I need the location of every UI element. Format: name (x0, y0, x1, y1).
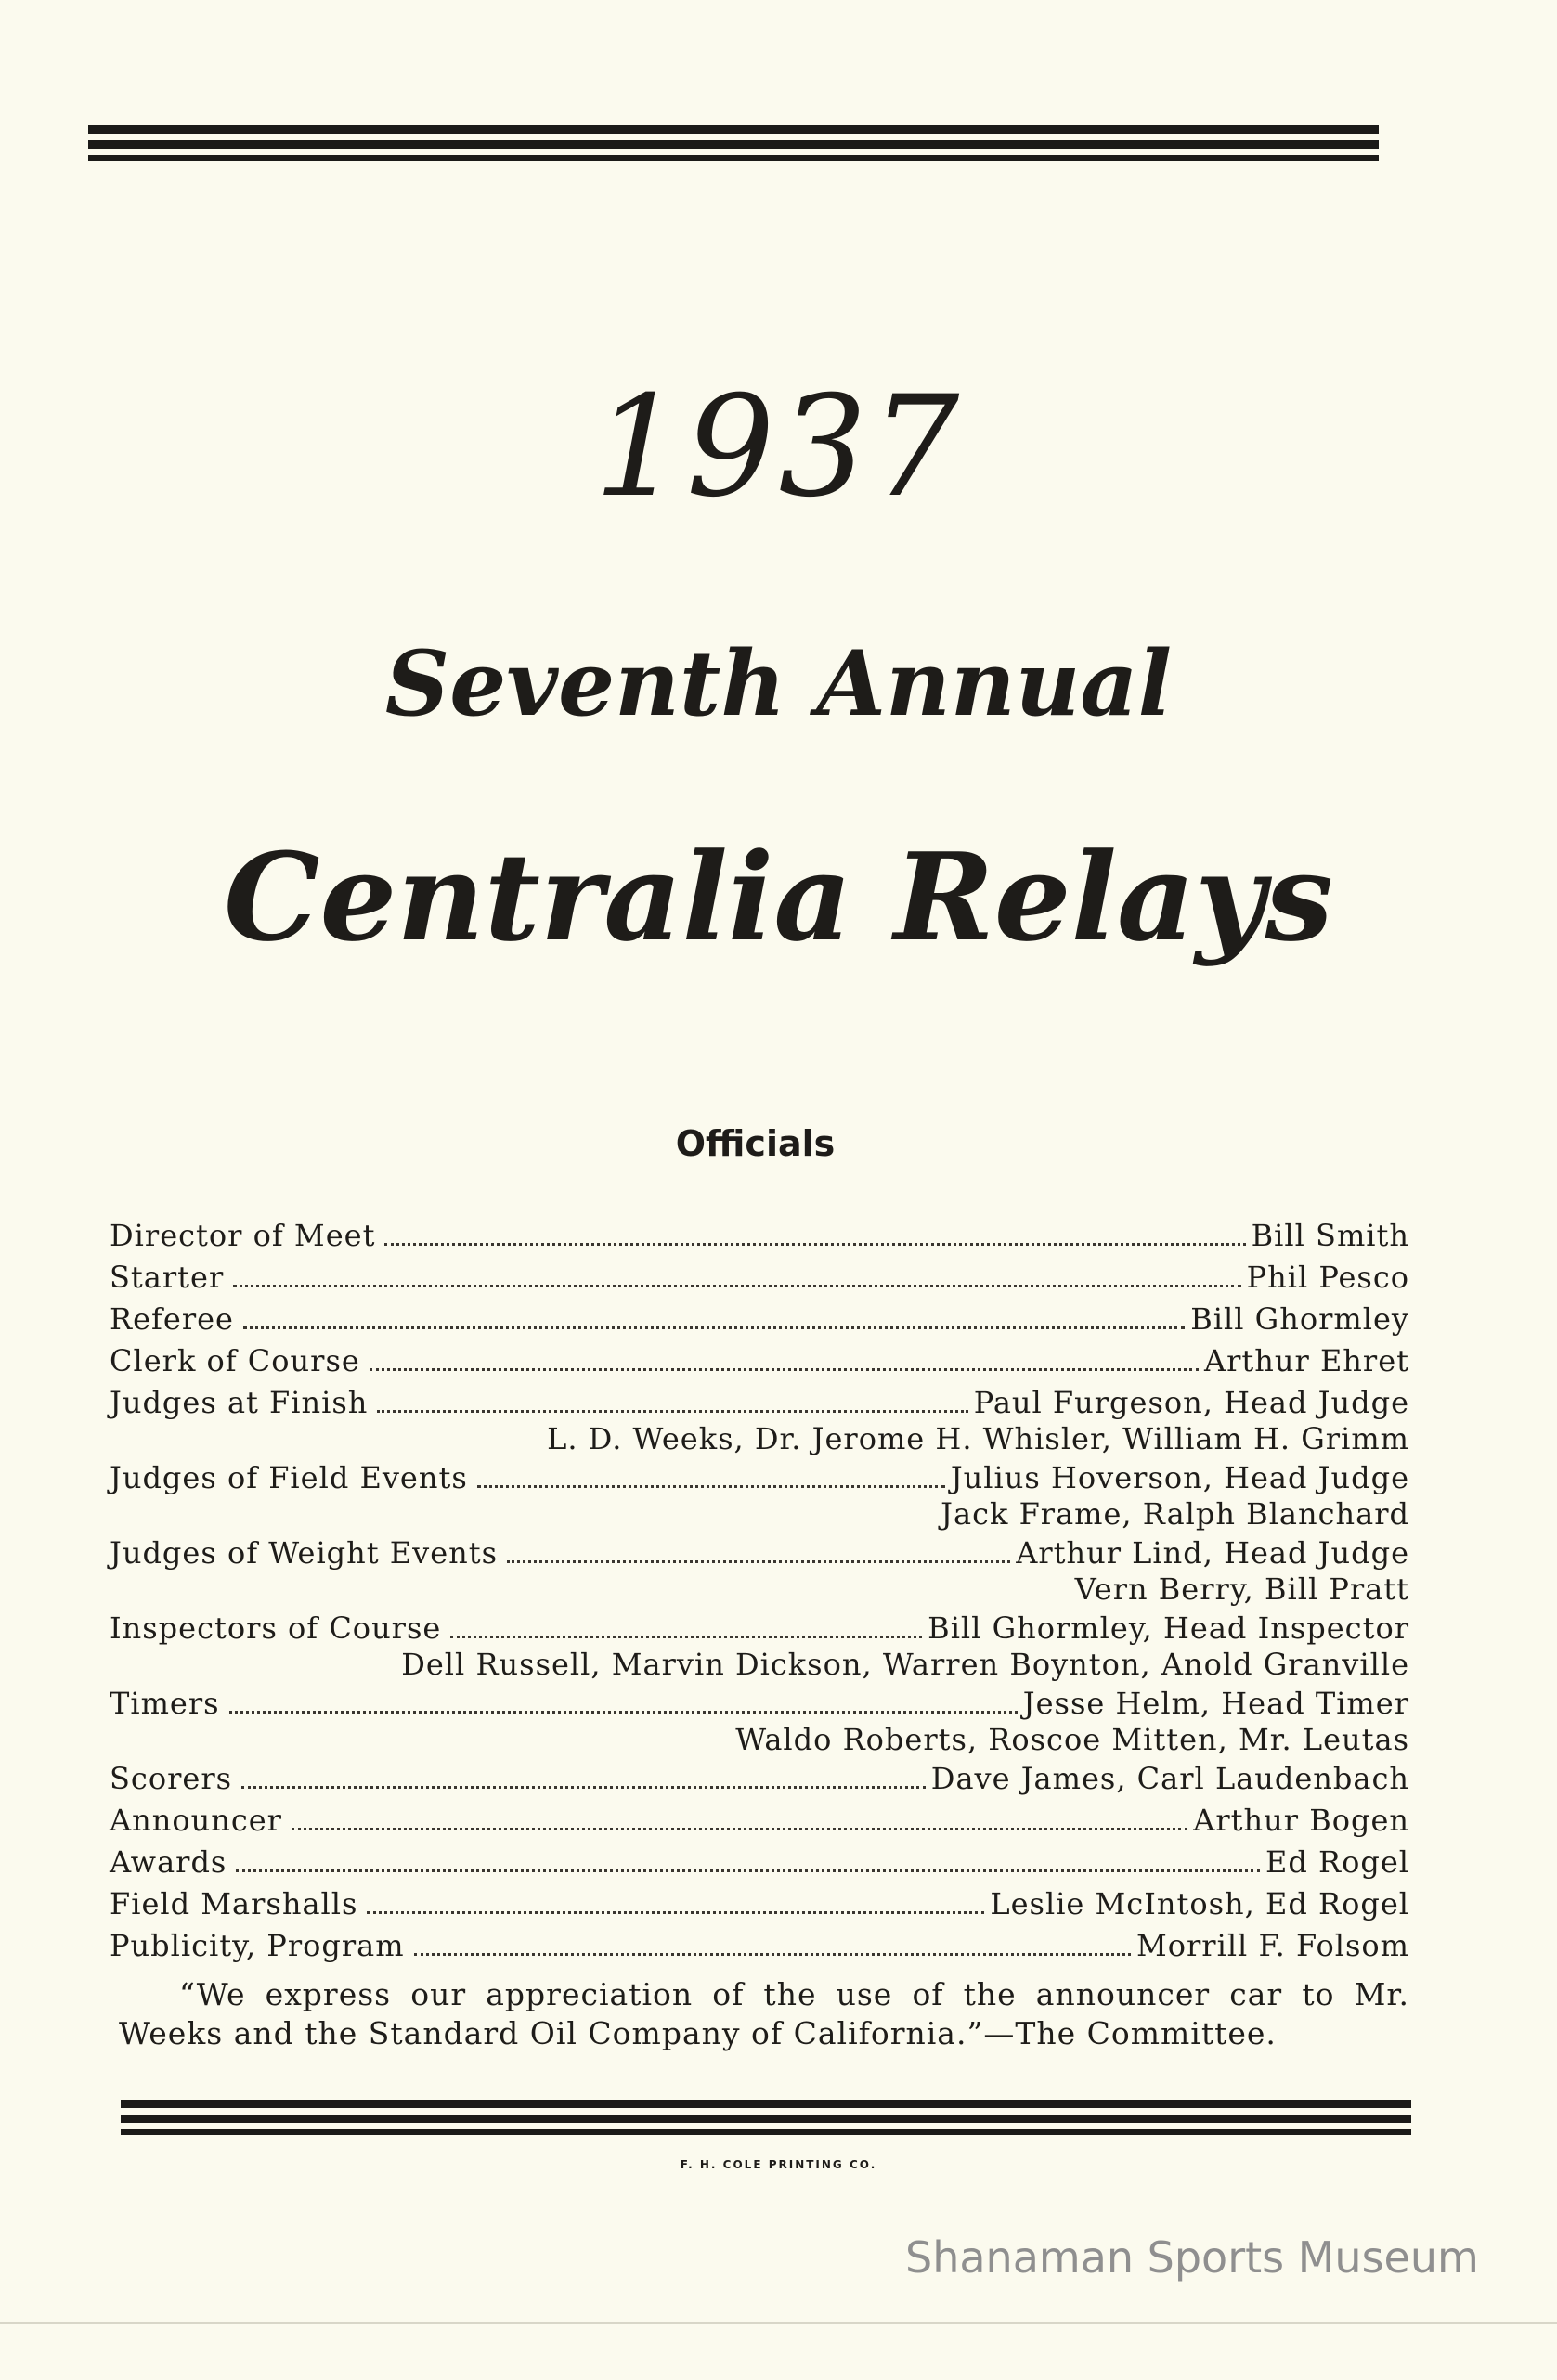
printer-credit: F. H. COLE PRINTING CO. (680, 2158, 877, 2171)
official-line (110, 1216, 1409, 1255)
official-row (110, 1843, 1409, 1882)
officials-list (110, 1216, 1409, 1968)
official-role: Announcer (110, 1803, 282, 1838)
official-role: Timers (110, 1686, 220, 1721)
official-role: Starter (110, 1260, 225, 1295)
official-role: Clerk of Course (110, 1343, 360, 1378)
rule-line (121, 2115, 1411, 2123)
official-role: Judges of Weight Events (110, 1535, 499, 1571)
official-row (110, 1258, 1409, 1297)
official-name: Arthur Lind, Head Judge (1016, 1535, 1409, 1571)
dot-leader (507, 1560, 1010, 1563)
official-name: Phil Pesco (1246, 1260, 1409, 1295)
dot-leader (233, 1285, 1240, 1287)
dot-leader (450, 1636, 922, 1638)
official-row (110, 1300, 1409, 1339)
official-row (110, 1884, 1409, 1923)
official-line (110, 1458, 1409, 1497)
subtitle-heading: Seventh Annual (384, 631, 1173, 736)
official-role: Awards (110, 1844, 227, 1880)
museum-watermark: Shanaman Sports Museum (905, 2232, 1479, 2283)
official-role: Publicity, Program (110, 1928, 405, 1963)
dot-leader (377, 1410, 967, 1413)
official-line (110, 1759, 1409, 1798)
dot-leader (370, 1368, 1199, 1371)
official-row (110, 1383, 1409, 1455)
official-name: Ed Rogel (1265, 1844, 1409, 1880)
official-row (110, 1926, 1409, 1965)
dot-leader (229, 1711, 1018, 1714)
official-line (110, 1533, 1409, 1572)
official-name: Bill Ghormley (1190, 1301, 1409, 1337)
official-name: Dave James, Carl Laudenbach (930, 1761, 1409, 1796)
official-row (110, 1341, 1409, 1380)
official-name: Arthur Ehret (1203, 1343, 1409, 1378)
rule-line (88, 155, 1379, 161)
official-line (110, 1609, 1409, 1648)
dot-leader (292, 1828, 1187, 1830)
official-row (110, 1533, 1409, 1606)
dot-leader (243, 1326, 1185, 1329)
dot-leader (241, 1786, 926, 1789)
official-role: Judges at Finish (110, 1385, 369, 1420)
official-name: Arthur Bogen (1193, 1803, 1409, 1838)
official-assistants: Jack Frame, Ralph Blanchard (941, 1496, 1409, 1532)
dot-leader (477, 1485, 945, 1488)
event-title: Centralia Relays (224, 826, 1333, 968)
officials-heading: Officials (675, 1123, 836, 1164)
official-line (110, 1801, 1409, 1840)
official-name: Leslie McIntosh, Ed Rogel (990, 1886, 1409, 1921)
official-name: Jesse Helm, Head Timer (1022, 1686, 1409, 1721)
official-row (110, 1609, 1409, 1681)
official-name: Bill Smith (1251, 1218, 1409, 1253)
dot-leader (414, 1953, 1131, 1956)
top-rules (88, 125, 1379, 167)
rule-line (121, 2129, 1411, 2135)
rule-line (88, 140, 1379, 149)
year-heading: 1937 (593, 367, 964, 528)
official-row (110, 1458, 1409, 1531)
official-name: Paul Furgeson, Head Judge (973, 1385, 1409, 1420)
bottom-rules (121, 2100, 1411, 2141)
official-name: Bill Ghormley, Head Inspector (928, 1610, 1409, 1646)
official-assistants: Vern Berry, Bill Pratt (1074, 1572, 1409, 1607)
official-line (110, 1884, 1409, 1923)
official-row (110, 1216, 1409, 1255)
rule-line (121, 2100, 1411, 2108)
official-line (110, 1258, 1409, 1297)
official-role: Inspectors of Course (110, 1610, 442, 1646)
committee-quote: “We express our appreciation of the use of the announcer car to Mr. Weeks and the Standard Oil Company of California.”—The Committee. (119, 1976, 1409, 2051)
official-role: Scorers (110, 1761, 233, 1796)
rule-line (88, 125, 1379, 134)
official-assistants: Dell Russell, Marvin Dickson, Warren Boynton, Anold Granville (401, 1647, 1409, 1682)
dot-leader (236, 1869, 1260, 1872)
official-role: Referee (110, 1301, 234, 1337)
official-line (110, 1926, 1409, 1965)
official-role: Judges of Field Events (110, 1460, 468, 1495)
official-role: Director of Meet (110, 1218, 376, 1253)
official-row (110, 1801, 1409, 1840)
scan-edge (0, 2322, 1557, 2324)
official-line (110, 1341, 1409, 1380)
dot-leader (367, 1911, 984, 1914)
official-assistants: Waldo Roberts, Roscoe Mitten, Mr. Leutas (735, 1722, 1409, 1757)
official-line (110, 1843, 1409, 1882)
official-name: Morrill F. Folsom (1135, 1928, 1409, 1963)
official-row (110, 1684, 1409, 1756)
official-line (110, 1383, 1409, 1422)
official-row (110, 1759, 1409, 1798)
official-assistants: L. D. Weeks, Dr. Jerome H. Whisler, William H. Grimm (547, 1421, 1409, 1456)
official-line (110, 1684, 1409, 1723)
official-name: Julius Hoverson, Head Judge (950, 1460, 1409, 1495)
official-line (110, 1300, 1409, 1339)
dot-leader (384, 1243, 1245, 1246)
official-role: Field Marshalls (110, 1886, 358, 1921)
